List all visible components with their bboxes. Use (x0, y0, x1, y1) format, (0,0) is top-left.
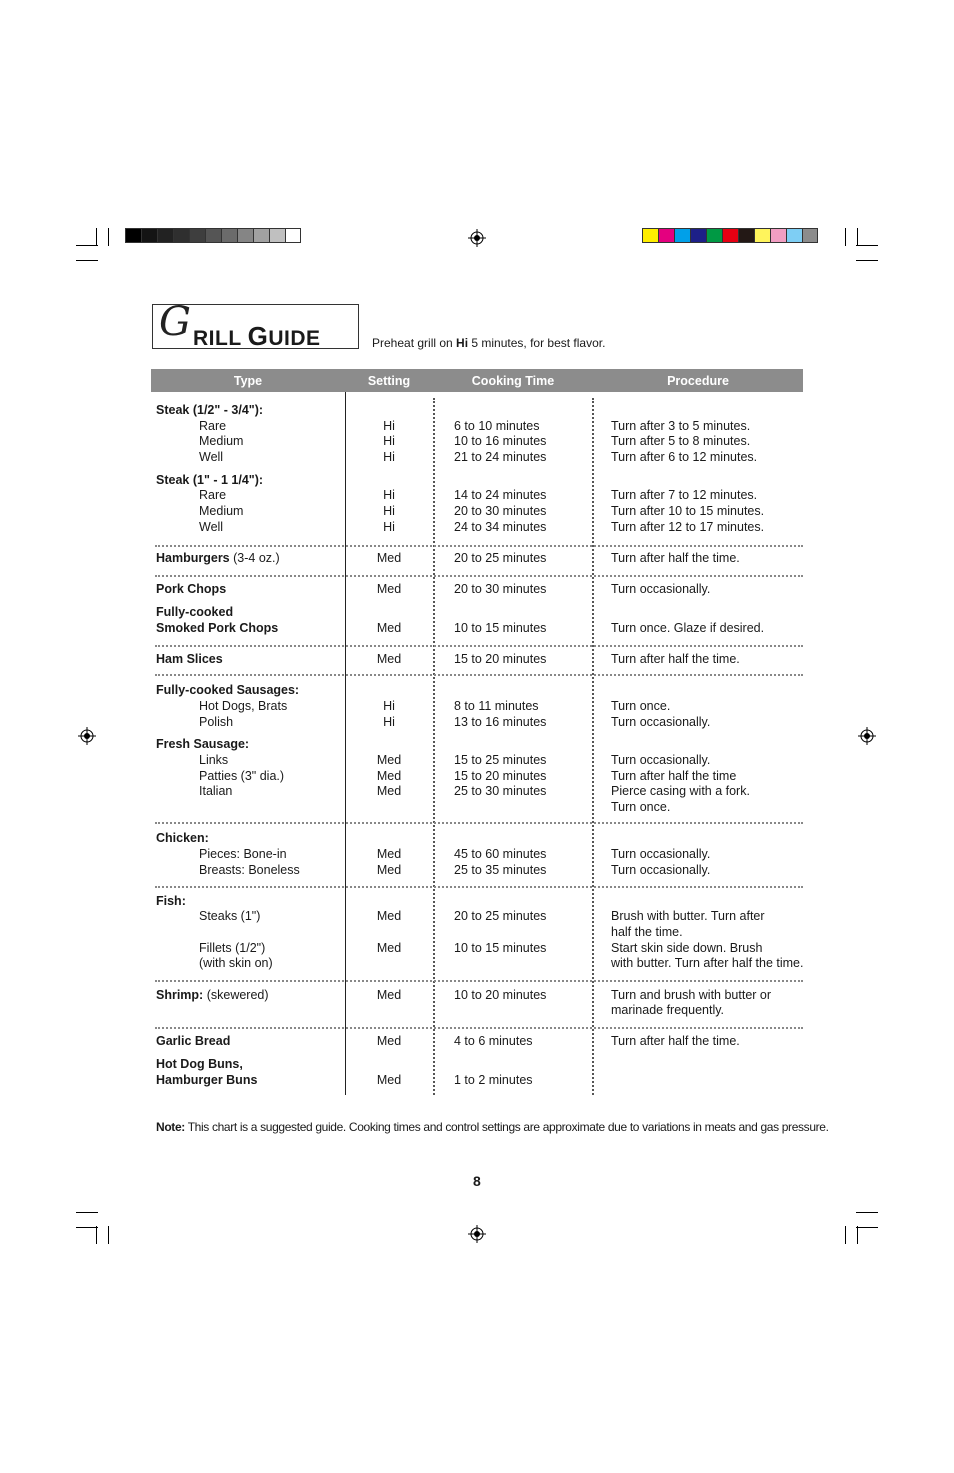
row-cooking-time: 4 to 6 minutes (454, 1034, 533, 1048)
row-type: Garlic Bread (156, 1034, 231, 1048)
color-swatch (642, 228, 658, 243)
color-swatch (706, 228, 722, 243)
row-cooking-time: 14 to 24 minutes (454, 488, 547, 502)
row-procedure: Turn after 10 to 15 minutes. (611, 504, 765, 518)
row-type: Ham Slices (156, 652, 223, 666)
row-procedure: Turn after 3 to 5 minutes. (611, 419, 751, 433)
row-cooking-time: 20 to 25 minutes (454, 909, 547, 923)
row-setting: Hi (383, 520, 395, 534)
row-cooking-time: 21 to 24 minutes (454, 450, 547, 464)
row-type: Italian (199, 784, 233, 798)
row-cooking-time: 13 to 16 minutes (454, 715, 547, 729)
row-type: Medium (199, 504, 244, 518)
registration-mark-icon (468, 229, 486, 247)
column-header-type: Type (233, 374, 263, 388)
row-setting: Med (376, 847, 402, 861)
row-type: Breasts: Boneless (199, 863, 300, 877)
registration-mark-icon (858, 727, 876, 745)
row-procedure: Turn occasionally. (611, 582, 711, 596)
row-setting: Med (376, 753, 402, 767)
row-procedure: Turn after 6 to 12 minutes. (611, 450, 758, 464)
color-swatch (738, 228, 754, 243)
row-type: Fish: (156, 894, 186, 908)
table-header (151, 369, 803, 392)
row-type: Patties (3" dia.) (199, 769, 285, 783)
row-separator (155, 886, 803, 888)
row-setting: Med (376, 863, 402, 877)
row-procedure: Turn after half the time. (611, 551, 740, 565)
row-cooking-time: 6 to 10 minutes (454, 419, 540, 433)
row-cooking-time: 8 to 11 minutes (454, 699, 539, 713)
color-swatch (802, 228, 818, 243)
row-type: Pieces: Bone-in (199, 847, 287, 861)
column-header-setting: Setting (367, 374, 411, 388)
row-separator (155, 575, 803, 577)
row-type: Pork Chops (156, 582, 227, 596)
row-separator (155, 822, 803, 824)
row-procedure: Turn once. (611, 699, 671, 713)
row-setting: Hi (383, 699, 395, 713)
row-setting: Med (376, 652, 402, 666)
footnote: Note: This chart is a suggested guide. Cooking times and control settings are approximate due to variations in meats and gas pressure. (156, 1120, 829, 1134)
color-swatch (125, 228, 141, 243)
row-setting: Med (376, 1034, 402, 1048)
title-text-2: UIDE (268, 327, 321, 350)
row-separator (155, 545, 803, 547)
row-procedure: half the time. (611, 925, 683, 939)
row-type: Shrimp: (skewered) (156, 988, 269, 1002)
page-number: 8 (473, 1173, 481, 1189)
row-separator (155, 674, 803, 676)
row-cooking-time: 10 to 15 minutes (454, 941, 547, 955)
row-type: Hot Dog Buns, (156, 1057, 243, 1071)
row-type: Smoked Pork Chops (156, 621, 279, 635)
row-setting: Hi (383, 450, 395, 464)
row-setting: Med (376, 551, 402, 565)
row-procedure: Turn occasionally. (611, 863, 711, 877)
row-type: Fresh Sausage: (156, 737, 250, 751)
color-swatch (189, 228, 205, 243)
page-title (152, 299, 359, 351)
color-swatch (237, 228, 253, 243)
row-cooking-time: 20 to 30 minutes (454, 582, 547, 596)
preheat-instruction: Preheat grill on Hi 5 minutes, for best flavor. (372, 336, 606, 350)
color-swatch (173, 228, 189, 243)
row-type: Chicken: (156, 831, 209, 845)
row-setting: Hi (383, 715, 395, 729)
row-setting: Hi (383, 419, 395, 433)
row-procedure: Turn occasionally. (611, 715, 711, 729)
row-procedure: Turn occasionally. (611, 753, 711, 767)
color-swatch (285, 228, 301, 243)
row-cooking-time: 10 to 16 minutes (454, 434, 547, 448)
row-procedure: Brush with butter. Turn after (611, 909, 765, 923)
title-initial-2: G (247, 321, 269, 351)
row-procedure: Turn after 7 to 12 minutes. (611, 488, 758, 502)
row-type: Fillets (1/2") (199, 941, 266, 955)
row-procedure: Start skin side down. Brush (611, 941, 763, 955)
row-procedure: Turn after half the time (611, 769, 737, 783)
row-type: Medium (199, 434, 244, 448)
row-cooking-time: 20 to 25 minutes (454, 551, 547, 565)
row-cooking-time: 25 to 35 minutes (454, 863, 547, 877)
color-swatch (157, 228, 173, 243)
row-procedure: Turn after half the time. (611, 652, 740, 666)
row-type: Fully-cooked Sausages: (156, 683, 300, 697)
row-procedure: Turn occasionally. (611, 847, 711, 861)
row-type: Well (199, 520, 224, 534)
title-text-1: RILL (193, 327, 248, 350)
color-swatch (253, 228, 269, 243)
row-type: Steaks (1") (199, 909, 261, 923)
row-type: (with skin on) (199, 956, 273, 970)
row-cooking-time: 15 to 20 minutes (454, 769, 547, 783)
row-type: Well (199, 450, 224, 464)
row-procedure: Turn after half the time. (611, 1034, 740, 1048)
row-cooking-time: 24 to 34 minutes (454, 520, 547, 534)
color-swatch (786, 228, 802, 243)
color-swatch (674, 228, 690, 243)
row-procedure: Pierce casing with a fork. (611, 784, 750, 798)
row-cooking-time: 45 to 60 minutes (454, 847, 547, 861)
row-cooking-time: 15 to 25 minutes (454, 753, 547, 767)
row-setting: Med (376, 784, 402, 798)
color-swatch (770, 228, 786, 243)
row-type: Hot Dogs, Brats (199, 699, 288, 713)
row-cooking-time: 15 to 20 minutes (454, 652, 547, 666)
row-procedure: Turn after 5 to 8 minutes. (611, 434, 751, 448)
row-procedure: marinade frequently. (611, 1003, 725, 1017)
registration-mark-icon (468, 1225, 486, 1243)
row-procedure: with butter. Turn after half the time. (611, 956, 804, 970)
row-type: Rare (199, 419, 227, 433)
row-setting: Hi (383, 504, 395, 518)
row-cooking-time: 20 to 30 minutes (454, 504, 547, 518)
row-type: Polish (199, 715, 234, 729)
row-cooking-time: 25 to 30 minutes (454, 784, 547, 798)
row-procedure: Turn and brush with butter or (611, 988, 772, 1002)
title-initial: G (159, 299, 191, 345)
color-swatch (221, 228, 237, 243)
row-setting: Med (376, 621, 402, 635)
color-swatch (205, 228, 221, 243)
cmyk-color-bar (642, 228, 818, 243)
row-setting: Med (376, 769, 402, 783)
row-type: Steak (1/2" - 3/4"): (156, 403, 264, 417)
row-setting: Hi (383, 488, 395, 502)
row-procedure: Turn after 12 to 17 minutes. (611, 520, 765, 534)
color-swatch (754, 228, 770, 243)
row-type: Hamburgers (3-4 oz.) (156, 551, 280, 565)
row-procedure: Turn once. (611, 800, 671, 814)
row-type: Links (199, 753, 229, 767)
color-swatch (658, 228, 674, 243)
row-type: Rare (199, 488, 227, 502)
color-swatch (141, 228, 157, 243)
row-separator (155, 1027, 803, 1029)
row-cooking-time: 1 to 2 minutes (454, 1073, 533, 1087)
row-procedure: Turn once. Glaze if desired. (611, 621, 765, 635)
color-swatch (722, 228, 738, 243)
row-setting: Hi (383, 434, 395, 448)
row-cooking-time: 10 to 20 minutes (454, 988, 547, 1002)
column-header-cooking-time: Cooking Time (471, 374, 555, 388)
row-setting: Med (376, 582, 402, 596)
row-type: Fully-cooked (156, 605, 234, 619)
column-header-procedure: Procedure (667, 374, 729, 388)
row-type: Steak (1" - 1 1/4"): (156, 473, 264, 487)
row-setting: Med (376, 941, 402, 955)
column-divider (592, 398, 594, 1095)
registration-mark-icon (78, 727, 96, 745)
row-setting: Med (376, 909, 402, 923)
color-swatch (269, 228, 285, 243)
row-setting: Med (376, 1073, 402, 1087)
row-cooking-time: 10 to 15 minutes (454, 621, 547, 635)
row-type: Hamburger Buns (156, 1073, 258, 1087)
row-separator (155, 980, 803, 982)
row-separator (155, 645, 803, 647)
gray-color-bar (125, 228, 301, 243)
column-divider (433, 398, 435, 1095)
color-swatch (690, 228, 706, 243)
row-setting: Med (376, 988, 402, 1002)
